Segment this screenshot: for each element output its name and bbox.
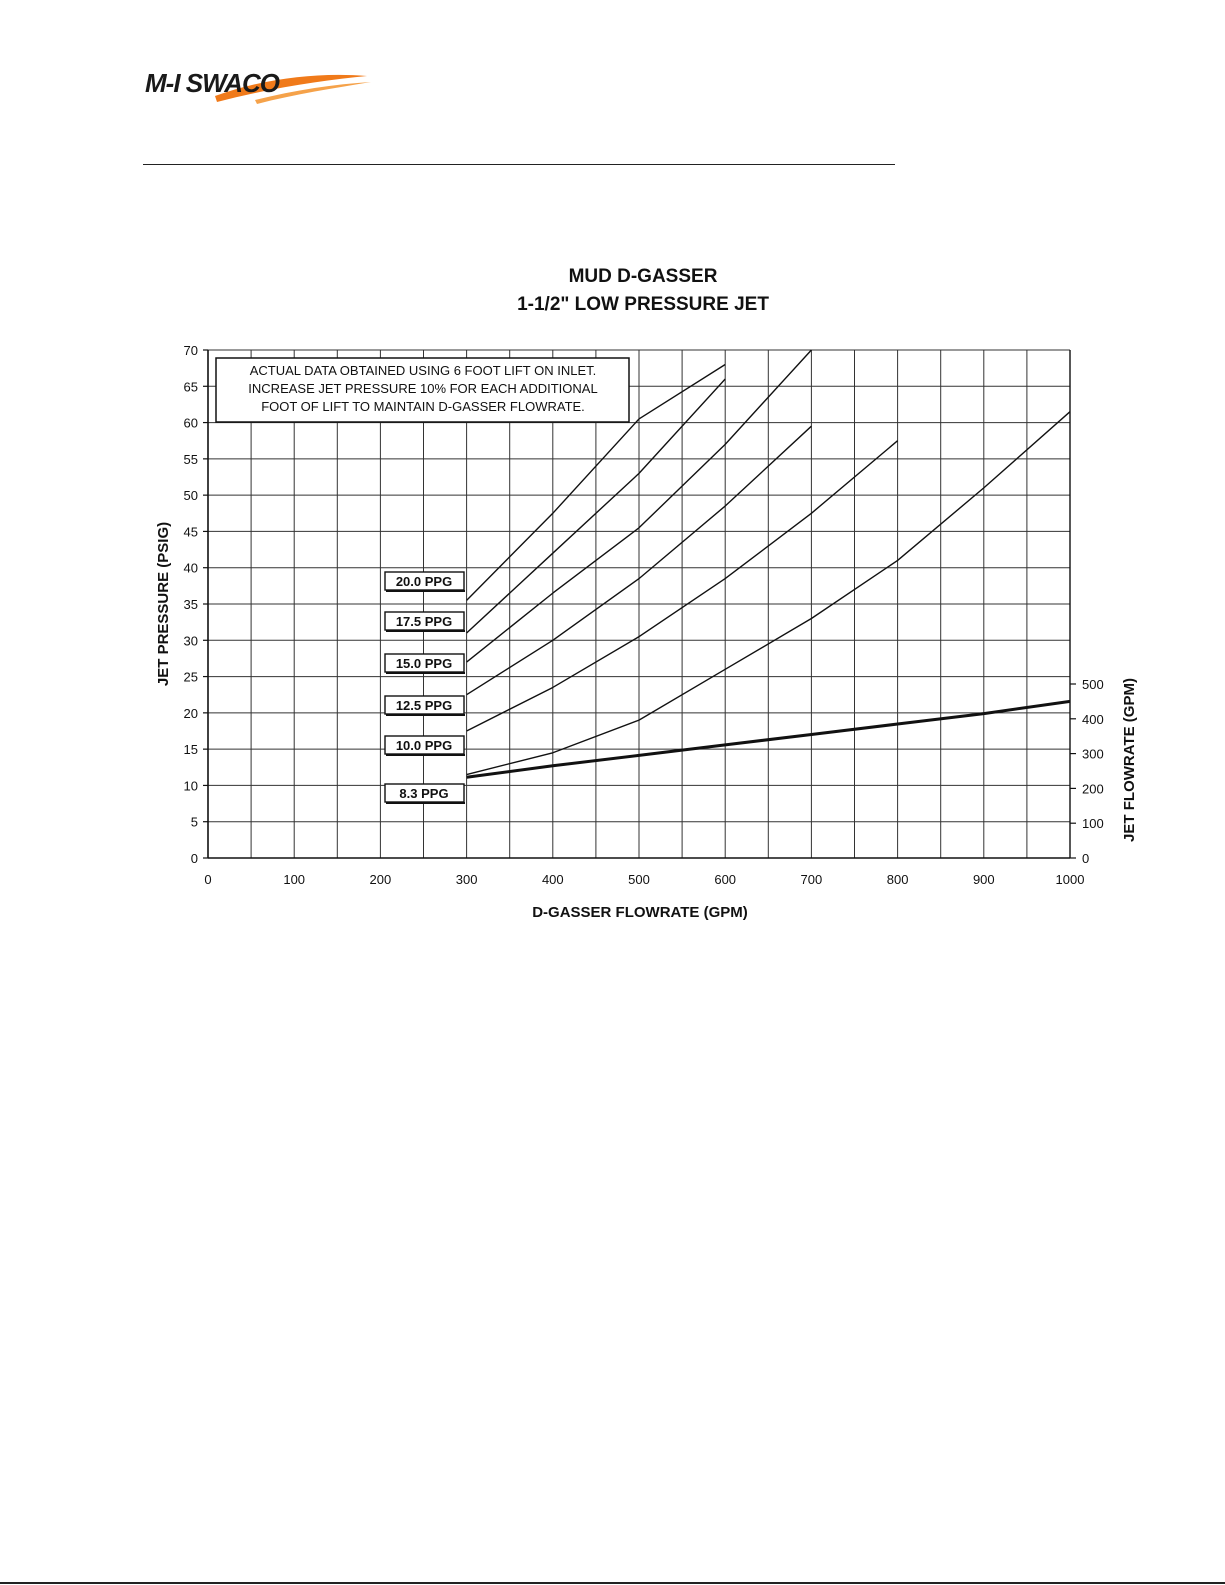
- series-label-15-0-ppg: 15.0 PPG: [395, 656, 453, 671]
- y-tick-label: 65: [183, 379, 198, 395]
- x-tick-label: 700: [800, 872, 823, 887]
- y-tick-label: 25: [183, 669, 198, 685]
- note-line: FOOT OF LIFT TO MAINTAIN D-GASSER FLOWRATE.: [261, 399, 585, 414]
- y-tick-label: 5: [190, 814, 198, 830]
- axes: [184, 343, 1104, 887]
- note-line: INCREASE JET PRESSURE 10% FOR EACH ADDITIONAL: [248, 381, 598, 396]
- series-labels: [385, 572, 465, 803]
- grid: [208, 350, 1070, 858]
- x-tick-label: 100: [283, 872, 306, 887]
- note-box: [216, 358, 629, 422]
- y-tick-label: 10: [183, 778, 198, 794]
- x-tick-label: 200: [369, 872, 392, 887]
- x-tick-label: 500: [628, 872, 650, 887]
- chart-title: MUD D-GASSER: [568, 266, 718, 287]
- y-tick-label: 45: [183, 524, 198, 540]
- y2-tick-label: 400: [1082, 711, 1104, 727]
- series-label-10-0-ppg: 10.0 PPG: [395, 738, 453, 753]
- y2-axis-label: JET FLOWRATE (GPM): [1121, 678, 1138, 842]
- footer-rule: [0, 1582, 1225, 1584]
- x-tick-label: 900: [972, 872, 995, 887]
- series-label-17-5-ppg: 17.5 PPG: [395, 614, 453, 629]
- series-label-8-3-ppg: 8.3 PPG: [399, 786, 449, 801]
- y2-tick-label: 100: [1082, 816, 1104, 832]
- series-label-12-5-ppg: 12.5 PPG: [395, 698, 453, 713]
- series-label-20-0-ppg: 20.0 PPG: [395, 574, 453, 589]
- y-tick-label: 15: [183, 742, 198, 758]
- logo-text: M-I SWACO: [145, 68, 279, 98]
- y-tick-label: 40: [183, 560, 198, 576]
- y-tick-label: 0: [190, 851, 198, 866]
- y-tick-label: 35: [183, 597, 198, 612]
- y-tick-label: 50: [183, 488, 198, 504]
- x-axis-label: D-GASSER FLOWRATE (GPM): [532, 904, 748, 921]
- x-tick-label: 300: [455, 872, 478, 887]
- y-tick-label: 60: [183, 415, 198, 431]
- y2-tick-label: 300: [1082, 746, 1104, 762]
- note-line: ACTUAL DATA OBTAINED USING 6 FOOT LIFT ON INLET.: [249, 363, 597, 378]
- x-tick-label: 800: [886, 872, 909, 887]
- x-tick-label: 0: [204, 872, 212, 887]
- y2-tick-label: 200: [1082, 781, 1104, 797]
- x-tick-label: 600: [714, 872, 737, 887]
- y-tick-label: 70: [183, 343, 198, 358]
- y2-tick-label: 0: [1082, 851, 1090, 866]
- x-tick-label: 400: [541, 872, 564, 887]
- chart-subtitle: 1-1/2" LOW PRESSURE JET: [517, 294, 769, 315]
- y-tick-label: 55: [183, 451, 198, 467]
- x-tick-label: 1000: [1055, 872, 1085, 887]
- y-tick-label: 30: [183, 633, 198, 649]
- y2-tick-label: 500: [1082, 677, 1104, 692]
- y-tick-label: 20: [183, 705, 198, 721]
- y-axis-label: JET PRESSURE (PSIG): [155, 521, 172, 687]
